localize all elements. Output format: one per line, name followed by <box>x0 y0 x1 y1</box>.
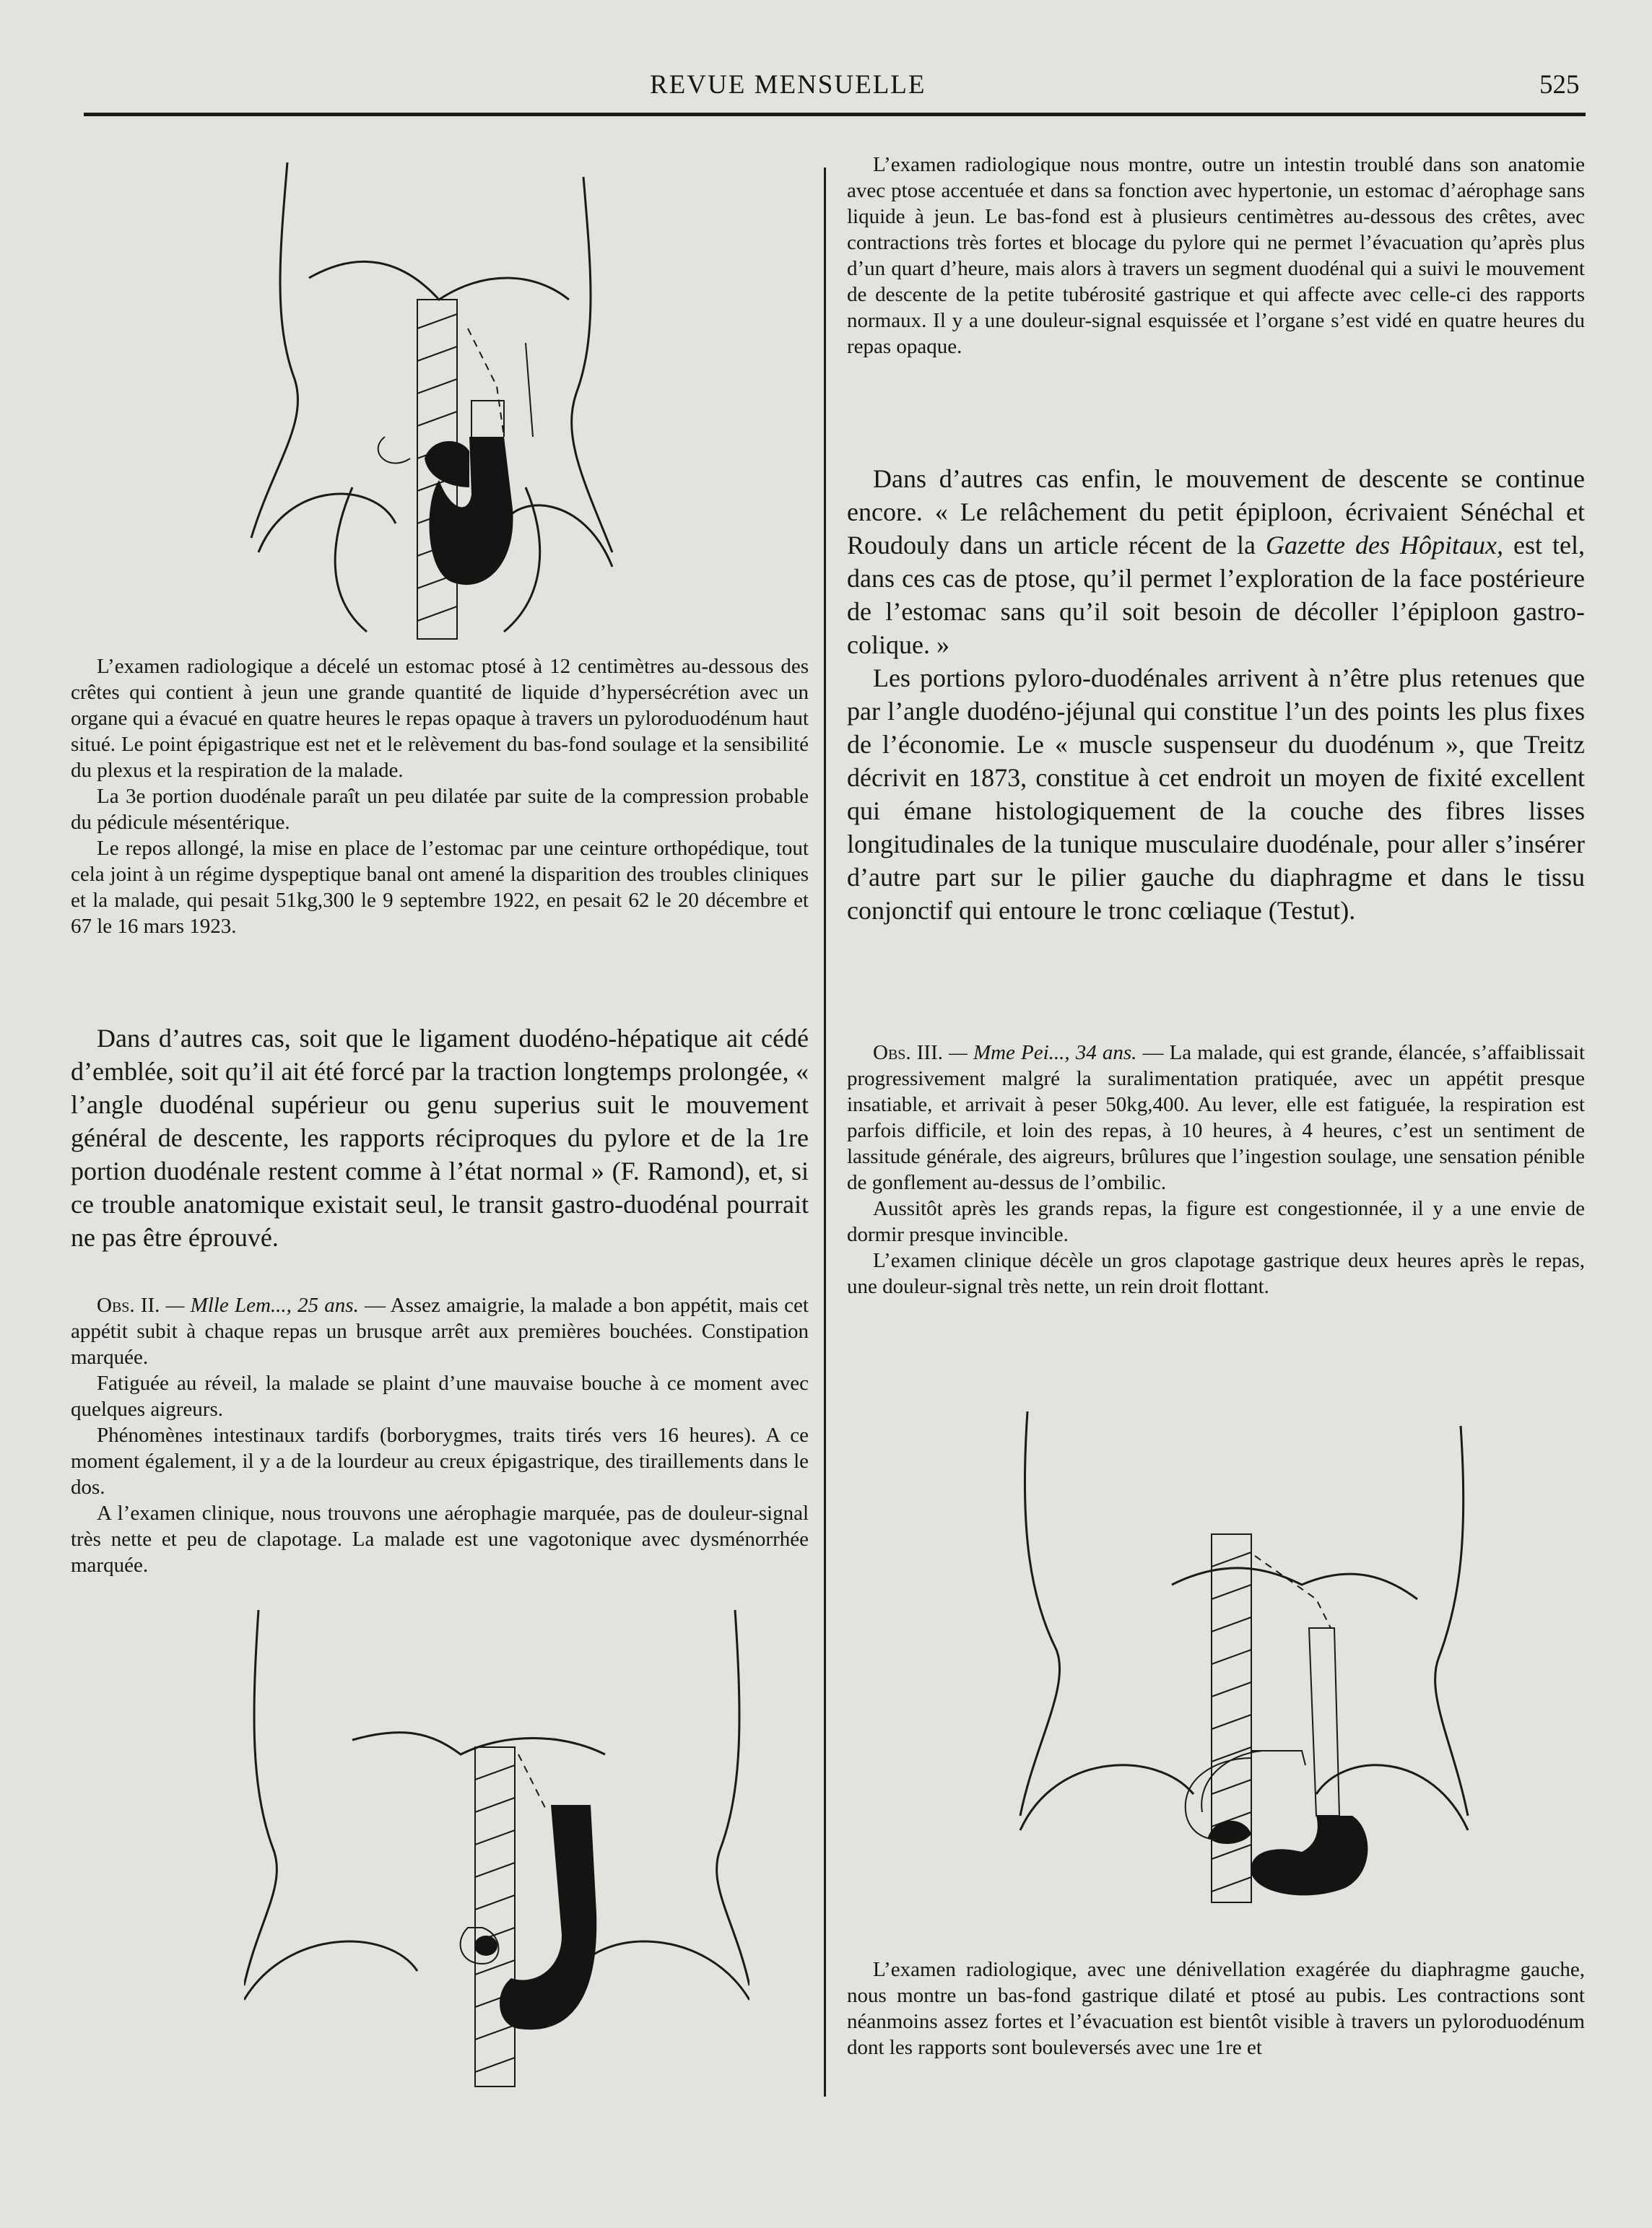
column-rule <box>824 167 826 2097</box>
obs2-paragraph: A l’examen clinique, nous trouvons une aérophagie marquée, pas de douleur-signal très nette et peu de clapotage. La malade est une vagotonique avec dysménorrhée marquée. <box>71 1502 809 1577</box>
obs3-text: — La malade, qui est grande, élancée, s’affaiblissait progressivement malgré la suralimentation pratiquée, avec un appétit presque insatiable, et arrivait à peser 50kg,400. Au lever, elle est fatiguée, la respiration est parfois difficile, et loin des repas, à 10 heures, à 4 heures, c’est un sentiment de lassitude générale, des aigreurs, brûlures que l’ingestion soulage, une sensation pénible de gonflement au-dessus de l’ombilic. <box>847 1041 1585 1194</box>
obs2-label: Obs. II. <box>97 1294 160 1317</box>
obs2-radiology <box>847 152 1585 360</box>
radiograph-sketch-obs2 <box>244 1610 749 2101</box>
obs3-paragraph: Aussitôt après les grands repas, la figure est congestionnée, il y a une envie de dormir presque invincible. <box>847 1197 1585 1246</box>
obs1-caption-paragraph: Le repos allongé, la mise en place de l’estomac par une ceinture orthopédique, tout cela joint à un régime dyspeptique banal ont amené la disparition des troubles cliniques et la malade, qui pesait 51kg,300 le 9 septembre 1922, en pesait 62 le 20 décembre et 67 le 16 mars 1923. <box>71 837 809 938</box>
obs2-text: — Assez amaigrie, la malade a bon appétit, mais cet appétit subit à chaque repas un brusque arrêt aux premières bouchées. Constipation marquée. <box>71 1294 809 1369</box>
obs2-block <box>71 1292 809 1578</box>
main-paragraph <box>847 462 1585 661</box>
left-main-text <box>71 1022 809 1254</box>
radiograph-sketch-obs1 <box>244 162 627 653</box>
obs3-patient: — Mme Pei..., 34 ans. <box>949 1041 1137 1064</box>
main-paragraph-end: est tel, dans ces cas de ptose, qu’il permet l’exploration de la face postérieure de l’estomac sans qu’il soit besoin de décoller l’épiploon gastro-colique. » <box>847 531 1585 659</box>
obs2-paragraph: Fatiguée au réveil, la malade se plaint d’une mauvaise bouche à ce moment avec quelques aigreurs. <box>71 1372 809 1421</box>
main-paragraph: Dans d’autres cas, soit que le ligament duodéno-hépatique ait cédé d’emblée, soit qu’il ait été forcé par la traction longtemps prolongée, « l’angle duodénal supérieur ou genu superius suit le mouvement général de descente, les rapports réciproques du pylore et de la 1re portion duodénale restent comme à l’état normal » (F. Ramond), et, si ce trouble anatomique existait seul, le transit gastro-duodénal pourrait ne pas être éprouvé. <box>71 1024 809 1252</box>
page-number: 525 <box>1539 70 1580 100</box>
right-main-text <box>847 462 1585 927</box>
obs3-caption-paragraph: L’examen radiologique, avec une dénivellation exagérée du diaphragme gauche, nous montre un bas-fond gastrique dilaté et ptosé au pubis. Les contractions sont néanmoins assez fortes et l’évacuation est bientôt visible à travers un pyloroduodénum dont les rapports sont bouleversés avec une 1re et <box>847 1958 1585 2059</box>
obs3-label: Obs. III. <box>873 1041 943 1064</box>
obs2-paragraph: Phénomènes intestinaux tardifs (borborygmes, traits tirés vers 16 heures). A ce moment également, il y a de la lourdeur au creux épigastrique, des tiraillements dans le dos. <box>71 1424 809 1499</box>
main-paragraph-start: Dans d’autres cas enfin, le mouvement de descente se continue encore. « Le relâchement du petit épiploon, écrivaient Sénéchal et Roudouly dans un article récent de la <box>847 464 1585 560</box>
obs2-intro <box>71 1292 809 1370</box>
main-paragraph: Les portions pyloro-duodénales arrivent à n’être plus retenues que par l’angle duodéno-jéjunal qui constitue l’un des points les plus fixes de l’économie. Le « muscle suspenseur du duodénum », que Treitz décrivit en 1873, constitue à cet endroit un moyen de fixité excellent qui émane histologiquement de la couche des fibres lisses longitudinales de la tunique musculaire duodénale, pour aller s’insérer d’autre part sur le pilier gauche du diaphragme et dans le tissu conjonctif qui entoure le tronc cœliaque (Testut). <box>847 663 1585 925</box>
radiograph-sketch-obs3 <box>1013 1411 1475 1917</box>
obs1-caption-paragraph: L’examen radiologique a décelé un estomac ptosé à 12 centimètres au-dessous des crêtes qui contient à jeun une grande quantité de liquide d’hypersécrétion avec un organe qui a évacué en quatre heures le repas opaque à travers un pyloroduodénum haut situé. Le point épigastrique est net et le relèvement du bas-fond soulage et la sensibilité du plexus et la respiration de la malade. <box>71 655 809 782</box>
obs3-block <box>847 1040 1585 1300</box>
obs3-paragraph: L’examen clinique décèle un gros clapotage gastrique deux heures après le repas, une douleur-signal très nette, un rein droit flottant. <box>847 1249 1585 1298</box>
obs1-caption <box>71 653 809 939</box>
obs2-patient: — Mlle Lem..., 25 ans. <box>165 1294 359 1317</box>
header-rule <box>84 113 1586 116</box>
obs2-radiology-paragraph: L’examen radiologique nous montre, outre un intestin troublé dans son anatomie avec ptose accentuée et dans sa fonction avec hypertonie, un estomac d’aérophage sans liquide à jeun. Le bas-fond est à plusieurs centimètres au-dessous des crêtes, avec contractions très fortes et blocage du pylore qui ne permet l’évacuation qu’après plus d’un quart d’heure, mais alors à travers un segment duodénal qui a suivi le mouvement de descente de la petite tubérosité gastrique et qui affecte avec celle-ci des rapports normaux. Il y a une douleur-signal esquissée et l’organe s’est vidé en quatre heures du repas opaque. <box>847 153 1585 358</box>
journal-title: Gazette des Hôpitaux, <box>1265 531 1503 560</box>
running-title: REVUE MENSUELLE <box>650 70 926 100</box>
obs3-intro <box>847 1040 1585 1196</box>
obs1-caption-paragraph: La 3e portion duodénale paraît un peu dilatée par suite de la compression probable du pédicule mésentérique. <box>71 785 809 834</box>
obs3-caption <box>847 1957 1585 2061</box>
